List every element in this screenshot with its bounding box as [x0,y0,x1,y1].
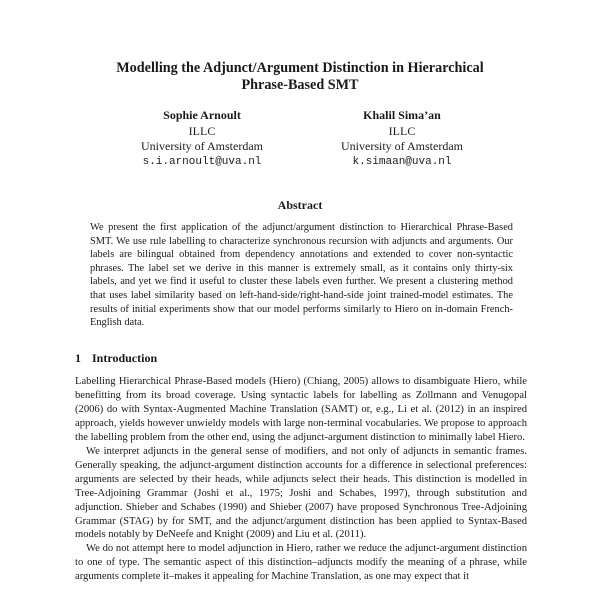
author-block [282,108,522,170]
author-institution: University of Amsterdam [141,139,263,153]
paper-title [60,60,540,94]
section-title: Introduction [92,351,158,365]
author-name: Sophie Arnoult [163,108,241,122]
author-email: k.simaan@uva.nl [352,155,452,168]
paragraph: We interpret adjuncts in the general sense of modifiers, and not only of adjuncts in semantic frames. Generally speaking, the adjunct-argument distinction accounts for a difference in selectional preferences: arguments are selected by their heads, while adjuncts select their heads. This distinction is modelled in Tree-Adjoining Grammar (Joshi et al., 1975; Joshi and Schabes, 1997), through substitution and adjunction. Shieber and Schabes (1990) and Shieber (2007) have proposed Synchronous Tree-Adjoining Grammar (STAG) by for SMT, and the adjunct/argument distinction has been applied to Syntax-Based models notably by DeNeefe and Knight (2009) and Liu et al. (2011). [75,445,527,541]
abstract-heading: Abstract [277,198,323,212]
paragraph: We do not attempt here to model adjunction in Hiero, rather we reduce the adjunct-argument distinction to one of type. The semantic aspect of this distinction–adjuncts modify the meaning of a phrase, while arguments complete it–makes it appealing for Machine Translation, as one may expect that it [75,543,527,583]
author-email: s.i.arnoult@uva.nl [142,155,262,168]
author-affiliation: ILLC [188,123,216,138]
author-affiliation: ILLC [388,123,416,138]
title-line: Modelling the Adjunct/Argument Distinction in Hierarchical [116,60,484,76]
paragraph: Labelling Hierarchical Phrase-Based models (Hiero) (Chiang, 2005) allows to disambiguate Hiero, while benefitting from its broad coverage. Using syntactic labels for labelling as Zollmann and Venugopal (2006) do with Syntax-Augmented Machine Translation (SAMT) or, e.g., Li et al. (2012) in an inspired approach, yields however unwieldy models with large non-terminal vocabularies. We propose to approach the labelling problem from the other end, using the adjunct-argument distinction to minimally label Hiero. [75,376,527,443]
author-institution: University of Amsterdam [341,139,463,153]
abstract-text: We present the first application of the adjunct/argument distinction to Hierarchical Phrase-Based SMT. We use rule labelling to characterize synchronous recursion with adjuncts and arguments. Our labels are bilingual obtained from dependency annotations and extended to cover non-syntactic phrases. The label set we derive in this manner is extremely small, as it contains only thirty-six labels, and yet we find it useful to cluster these labels even further. We present a clustering method that uses label similarity based on left-hand-side/right-hand-side joint trained-model estimates. The results of initial experiments show that our model performs similarly to Hiero on in-domain French-English data. [90,222,513,329]
title-line: Phrase-Based SMT [241,77,359,93]
section-body [75,375,527,584]
section-number: 1 [75,351,81,365]
author-name: Khalil Sima’an [363,108,441,122]
section-heading [75,351,157,366]
